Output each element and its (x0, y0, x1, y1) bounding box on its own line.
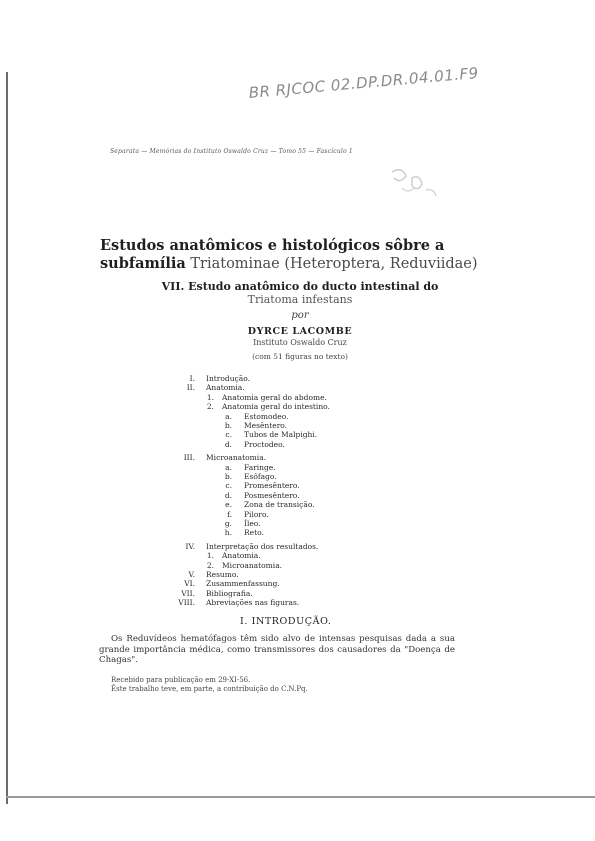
toc-number: d. (224, 490, 232, 500)
toc-label: Íleo. (244, 519, 261, 528)
toc-number: d. (224, 439, 232, 449)
toc-label: Zona de transição. (244, 500, 315, 510)
toc-label: Bibliografia. (206, 588, 253, 598)
figures-note: (com 51 figuras no texto) (252, 352, 348, 361)
section-heading: I. INTRODUÇÃO. (240, 616, 332, 627)
toc-number: 2. (206, 402, 214, 412)
footnote (99, 676, 455, 694)
toc-number: h. (224, 528, 232, 538)
subtitle-line-2: Triatoma infestans (247, 293, 353, 306)
byline-por: por (291, 310, 309, 321)
toc-number: c. (225, 430, 232, 440)
subtitle-line-1: VII. Estudo anatômico do ducto intestinal do (161, 280, 439, 293)
toc-label: Tubos de Malpighi. (244, 430, 318, 440)
toc-number: a. (225, 411, 232, 421)
toc-number: a. (225, 462, 232, 472)
toc-label: Anatomia. (206, 383, 245, 393)
toc-number: b. (224, 472, 232, 481)
toc-number: I. (189, 374, 195, 383)
toc-label: Abreviações nas figuras. (206, 598, 300, 608)
faded-stamp-mark (384, 164, 444, 204)
toc-label: Esôfago. (244, 472, 277, 481)
toc-number: 2. (206, 560, 214, 570)
toc-label: Resumo. (206, 570, 239, 579)
title-line-2-bold: subfamília (100, 255, 186, 272)
toc-number: II. (186, 383, 195, 393)
scan-edge-bottom (6, 796, 595, 798)
intro-paragraph: Os Reduvídeos hematófagos têm sido alvo de intensas pesquisas dada a sua grande importância médica, como transmissores dos causadores da "Doença de Chagas". (99, 634, 455, 666)
journal-header: Separata — Memórias do Instituto Oswaldo Cruz — Tomo 55 — Fascículo 1 (110, 148, 353, 155)
toc-label: Anatomia. (222, 551, 261, 561)
toc-label: Piloro. (244, 509, 269, 519)
scan-edge-left (6, 72, 8, 804)
footnote-line-2: Êste trabalho teve, em parte, a contribuição do C.N.Pq. (111, 684, 308, 693)
toc-number: b. (224, 421, 232, 430)
toc-number: c. (225, 481, 232, 491)
author-institution: Instituto Oswaldo Cruz (253, 338, 347, 347)
toc-label: Reto. (244, 528, 264, 538)
toc-label: Faringe. (244, 462, 276, 472)
toc-label: Introdução. (206, 374, 250, 383)
toc-label: Interpretação dos resultados. (206, 541, 319, 551)
toc-number: VII. (181, 588, 195, 598)
article-title (100, 237, 500, 273)
toc-number: VI. (184, 579, 195, 589)
toc-label: Estomodeo. (244, 411, 289, 421)
author-name: DYRCE LACOMBE (247, 326, 353, 337)
toc-number: IV. (185, 541, 195, 551)
handwritten-archive-code: BR RJCOC 02.DP.DR.04.01.F9 (248, 63, 480, 102)
toc-number: III. (183, 453, 195, 463)
toc-label: Anatomia geral do abdome. (222, 392, 327, 402)
article-subtitle (120, 280, 480, 306)
toc-label: Zusammenfassung. (206, 579, 280, 589)
toc-number: 1. (206, 551, 214, 561)
toc-label: Proctodeo. (244, 439, 285, 449)
toc-number: e. (225, 500, 232, 510)
toc-label: Posmesêntero. (244, 490, 300, 500)
footnote-line-1: Recebido para publicação em 29-XI-56. (111, 676, 251, 684)
toc-number: 1. (206, 392, 214, 402)
toc-number: VIII. (178, 598, 195, 608)
toc-number: f. (227, 509, 232, 519)
toc-label: Microanatomia. (222, 560, 283, 570)
toc-label: Microanatomia. (206, 453, 267, 463)
toc-label: Mesêntero. (244, 421, 288, 430)
title-line-1: Estudos anatômicos e histológicos sôbre a (100, 237, 445, 254)
toc-label: Anatomia geral do intestino. (222, 402, 330, 412)
title-line-2-light: Triatominae (Heteroptera, Reduviidae) (190, 256, 478, 272)
toc-label: Promesêntero. (244, 481, 300, 491)
toc-number: g. (224, 519, 232, 528)
toc-number: V. (188, 570, 195, 579)
